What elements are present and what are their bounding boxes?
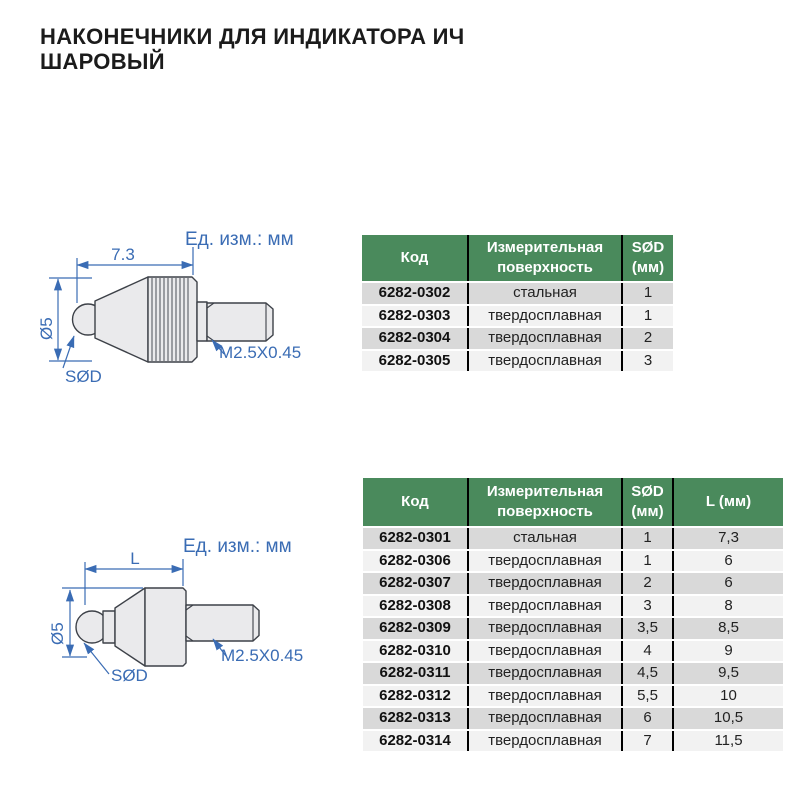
ball-dim-label: SØD xyxy=(111,666,148,685)
header-row xyxy=(362,235,673,282)
table-row xyxy=(362,282,673,305)
code-cell: 6282-0304 xyxy=(362,327,468,350)
table-row xyxy=(363,572,783,595)
table-row xyxy=(363,550,783,573)
code-cell: 6282-0312 xyxy=(363,685,468,708)
cone-shape xyxy=(95,277,148,362)
page-title-line2: ШАРОВЫЙ xyxy=(40,49,165,74)
table-cell: твердосплавная xyxy=(468,662,622,685)
column-header: SØD (мм) xyxy=(622,478,673,527)
table-row xyxy=(363,617,783,640)
page-title-line1: НАКОНЕЧНИКИ ДЛЯ ИНДИКАТОРА ИЧ xyxy=(40,24,465,49)
code-cell: 6282-0307 xyxy=(363,572,468,595)
thread-label: M2.5X0.45 xyxy=(221,646,304,665)
table-cell: 1 xyxy=(622,282,673,305)
code-cell: 6282-0311 xyxy=(363,662,468,685)
code-cell: 6282-0308 xyxy=(363,595,468,618)
table-cell: 2 xyxy=(622,327,673,350)
table-row xyxy=(362,305,673,328)
table-cell: 3,5 xyxy=(622,617,673,640)
table-row xyxy=(363,730,783,753)
table-cell: 8,5 xyxy=(673,617,783,640)
length-dim-label: L xyxy=(130,549,140,568)
table-row xyxy=(363,685,783,708)
header-row xyxy=(363,478,783,527)
table-cell: 6 xyxy=(673,550,783,573)
table-cell: твердосплавная xyxy=(468,327,622,350)
table-cell: 8 xyxy=(673,595,783,618)
neck-shape xyxy=(103,611,115,643)
code-cell: 6282-0306 xyxy=(363,550,468,573)
table-cell: твердосплавная xyxy=(468,305,622,328)
table-cell: 7,3 xyxy=(673,527,783,550)
table-cell: 10,5 xyxy=(673,707,783,730)
column-header: Измерительная поверхность xyxy=(468,478,622,527)
column-header: Измерительная поверхность xyxy=(468,235,622,282)
code-cell: 6282-0301 xyxy=(363,527,468,550)
table-cell: 3 xyxy=(622,595,673,618)
page-title xyxy=(40,24,465,74)
cylinder-shape xyxy=(145,588,186,666)
column-header: Код xyxy=(363,478,468,527)
spec-table-fixed-length xyxy=(362,235,673,373)
table-cell: 10 xyxy=(673,685,783,708)
table-cell: 7 xyxy=(622,730,673,753)
table-cell: 1 xyxy=(622,527,673,550)
table-cell: 9,5 xyxy=(673,662,783,685)
code-cell: 6282-0314 xyxy=(363,730,468,753)
table-cell: 6 xyxy=(673,572,783,595)
table-cell: твердосплавная xyxy=(468,640,622,663)
ball-dim-label: SØD xyxy=(65,367,102,386)
length-dim-label: 7.3 xyxy=(111,245,135,264)
table-cell: твердосплавная xyxy=(468,685,622,708)
code-cell: 6282-0303 xyxy=(362,305,468,328)
table-cell: твердосплавная xyxy=(468,730,622,753)
table-row xyxy=(363,595,783,618)
table-cell: 2 xyxy=(622,572,673,595)
table-row xyxy=(362,327,673,350)
table-cell: 6 xyxy=(622,707,673,730)
table-cell: 4 xyxy=(622,640,673,663)
diameter-dim-label: Ø5 xyxy=(48,622,67,645)
column-header: SØD (мм) xyxy=(622,235,673,282)
table-cell: 9 xyxy=(673,640,783,663)
thread-label: M2.5X0.45 xyxy=(219,343,302,362)
table-row xyxy=(363,640,783,663)
neck-shape xyxy=(197,302,207,341)
units-label: Ед. изм.: мм xyxy=(185,229,294,250)
units-label: Ед. изм.: мм xyxy=(183,536,292,557)
table-cell: 3 xyxy=(622,350,673,373)
column-header: L (мм) xyxy=(673,478,783,527)
thread-stud-shape xyxy=(207,303,273,341)
table-cell: 1 xyxy=(622,305,673,328)
table-row xyxy=(363,527,783,550)
thread-stud-shape xyxy=(186,605,259,641)
table-cell: стальная xyxy=(468,527,622,550)
column-header: Код xyxy=(362,235,468,282)
cone-shape xyxy=(115,588,145,666)
code-cell: 6282-0302 xyxy=(362,282,468,305)
drawing-ball-tip-knurled xyxy=(35,215,335,405)
table-cell: стальная xyxy=(468,282,622,305)
code-cell: 6282-0305 xyxy=(362,350,468,373)
table-cell: твердосплавная xyxy=(468,617,622,640)
table-cell: твердосплавная xyxy=(468,707,622,730)
table-cell: 11,5 xyxy=(673,730,783,753)
code-cell: 6282-0309 xyxy=(363,617,468,640)
table-cell: твердосплавная xyxy=(468,595,622,618)
table-cell: 4,5 xyxy=(622,662,673,685)
drawing-ball-tip-smooth xyxy=(35,525,335,705)
table-cell: твердосплавная xyxy=(468,550,622,573)
table-row xyxy=(362,350,673,373)
spec-table-variable-length xyxy=(363,478,783,753)
code-cell: 6282-0313 xyxy=(363,707,468,730)
table-row xyxy=(363,707,783,730)
table-cell: твердосплавная xyxy=(468,350,622,373)
table-row xyxy=(363,662,783,685)
table-cell: 1 xyxy=(622,550,673,573)
table-cell: твердосплавная xyxy=(468,572,622,595)
table-cell: 5,5 xyxy=(622,685,673,708)
diameter-dim-label: Ø5 xyxy=(37,317,56,340)
code-cell: 6282-0310 xyxy=(363,640,468,663)
